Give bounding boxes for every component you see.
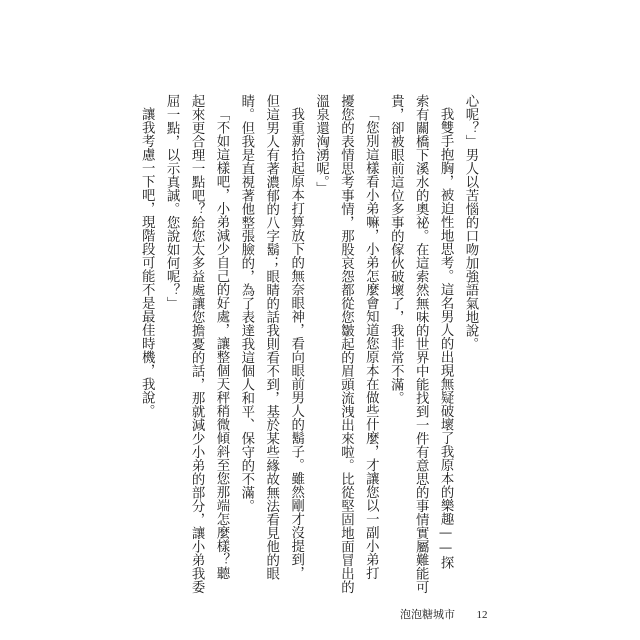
text-line: 睛。但我是直視著他整張臉的，為了表達我這個人和平、保守的不滿。 xyxy=(238,94,254,513)
book-title: 泡泡糖城市 xyxy=(400,608,455,621)
text-line: 索有關橋下溪水的奧祕。在這索然無味的世界中能找到一件有意思的事情實屬難能可 xyxy=(413,94,429,594)
text-line: 「不如這樣吧，小弟減少自己的好處，讓整個天秤稍微傾斜至您那端怎麼樣？聽 xyxy=(213,107,229,580)
text-line: 起來更合理一點吧？給您太多益處讓您擔憂的話，那就減少小弟的部分，讓小弟我委 xyxy=(189,94,205,594)
text-line: 屈一點，以示真誠。您說如何呢？」 xyxy=(164,94,180,310)
text-line: 但這男人有著濃郁的八字鬍；眼睛的話我則看不到，基於某些緣故無法看見他的眼 xyxy=(263,94,279,580)
text-line: 我雙手抱胸，被迫性地思考。這名男人的出現無疑破壞了我原本的樂趣——探 xyxy=(438,107,454,570)
text-line: 貴，卻被眼前這位多事的傢伙破壞了，我非常不滿。 xyxy=(388,94,404,405)
page-number: 12 xyxy=(476,609,488,621)
page-footer xyxy=(400,606,488,622)
text-line: 擾您的表情思考事情，那股哀怨都從您皺起的眉頭流洩出來啦。比從堅固地面冒出的 xyxy=(338,94,354,594)
text-line: 「您別這樣看小弟嘛，小弟怎麼會知道您原本在做些什麼，才讓您以一副小弟打 xyxy=(363,107,379,580)
text-line: 心呢？」男人以苦惱的口吻加強語氣地說。 xyxy=(463,94,478,351)
text-line: 溫泉還洶湧呢。」 xyxy=(313,94,329,196)
text-line: 我重新拾起原本打算放下的無奈眼神，看向眼前男人的鬍子。雖然剛才沒提到， xyxy=(288,107,304,580)
body-text xyxy=(133,94,482,594)
text-line: 讓我考慮一下吧，現階段可能不是最佳時機，我說。 xyxy=(139,107,155,418)
